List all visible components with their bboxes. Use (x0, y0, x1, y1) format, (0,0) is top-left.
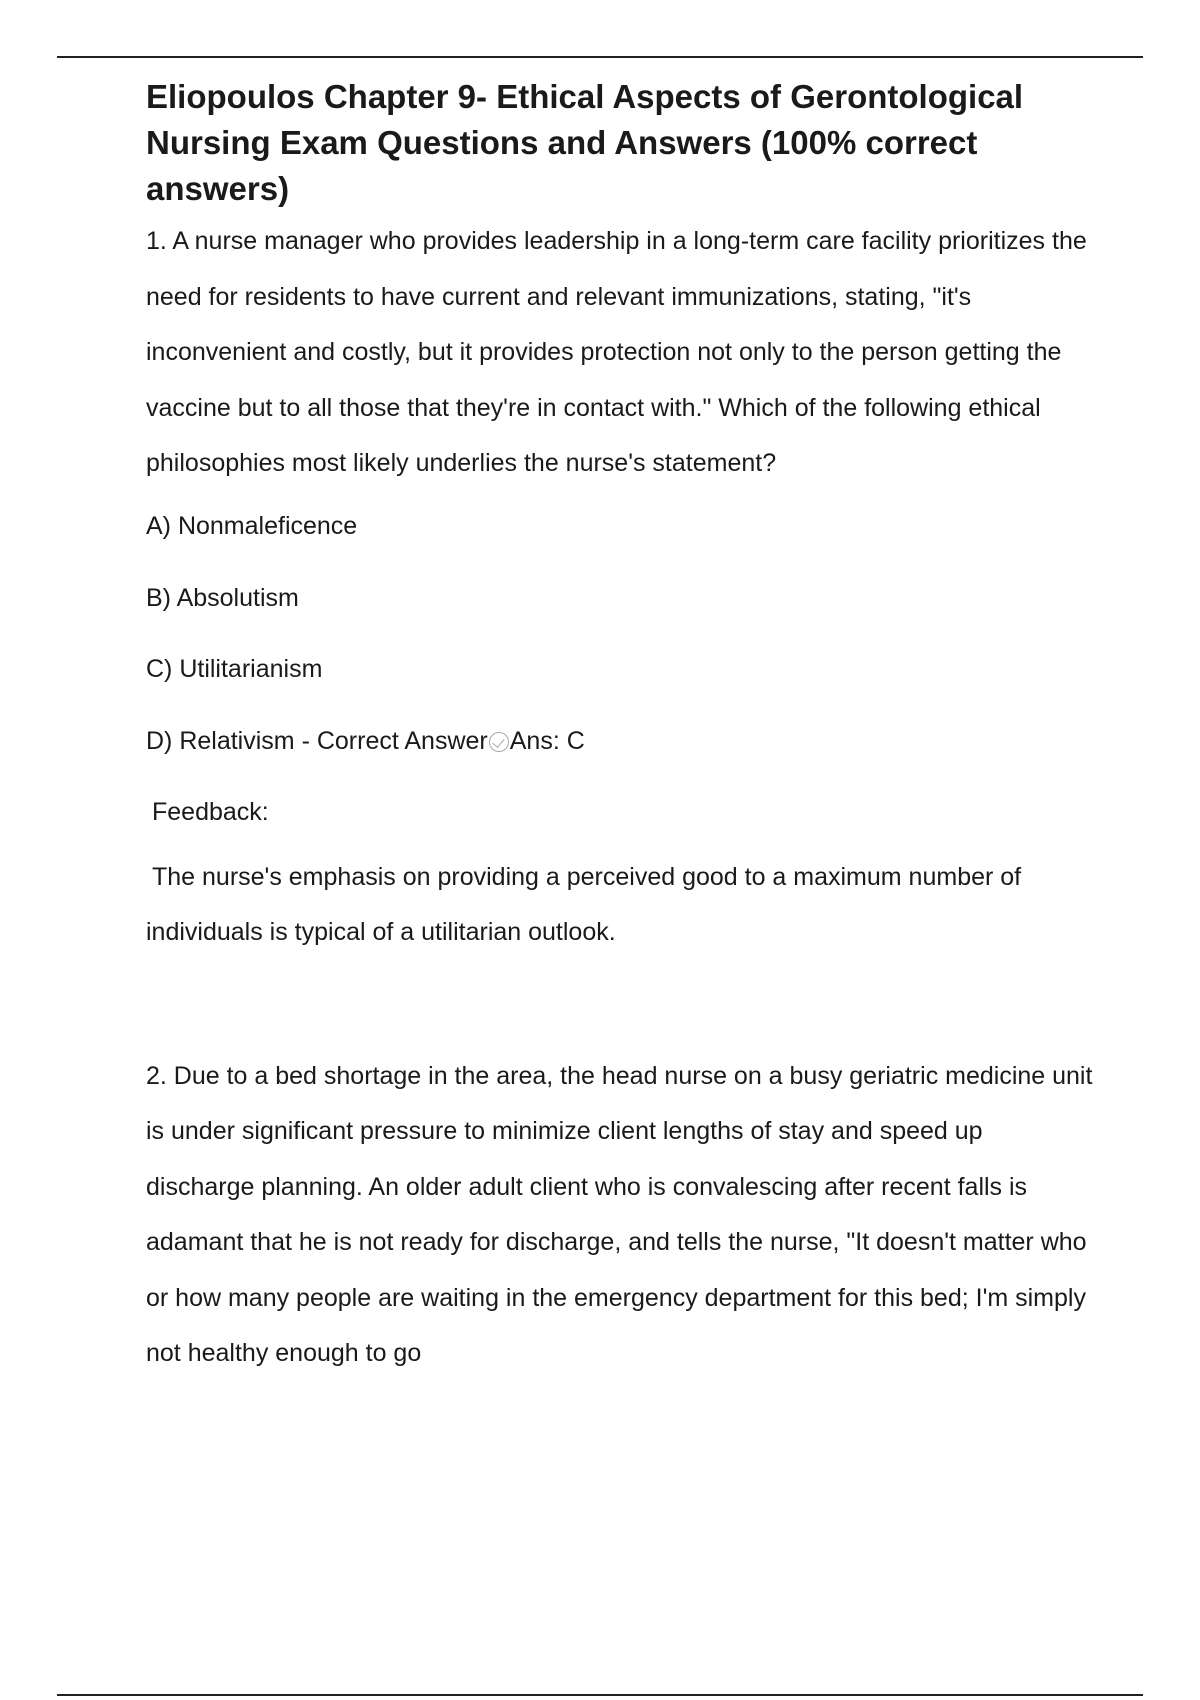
correct-answer: Ans: C (509, 726, 585, 755)
document-title: Eliopoulos Chapter 9- Ethical Aspects of Gerontological Nursing Exam Questions and Answers (100% correct answers) (146, 78, 1024, 207)
bottom-rule (57, 1694, 1143, 1696)
option-c: C) Utilitarianism (146, 654, 323, 683)
question-1 (146, 214, 1096, 961)
question-2-text: 2. Due to a bed shortage in the area, the head nurse on a busy geriatric medicine unit is under significant pressure to minimize client lengths of stay and speed up discharge planning. An older adult client who is convalescing after recent falls is adamant that he is not ready for discharge, and tells the nurse, "It doesn't matter who or how many people are waiting in the emergency department for this bed; I'm simply not healthy enough to go (146, 1061, 1093, 1367)
feedback-label: Feedback: (152, 797, 269, 826)
option-b: B) Absolutism (146, 583, 299, 612)
option-d-label: D) Relativism - Correct Answer (146, 726, 488, 755)
option-d-with-answer (146, 723, 1096, 759)
document-body (146, 74, 1096, 1382)
option-a: A) Nonmaleficence (146, 511, 358, 540)
question-1-text: 1. A nurse manager who provides leadership in a long-term care facility prioritizes the need for residents to have current and relevant immunizations, stating, "it's inconvenient and costly, but it provides protection not only to the person getting the vaccine but to all those that they're in contact with." Which of the following ethical philosophies most likely underlies the nurse's statement? (146, 227, 1087, 477)
feedback-text (146, 850, 1096, 961)
feedback-text-content: The nurse's emphasis on providing a perceived good to a maximum number of individuals is typical of a utilitarian outlook. (146, 862, 1022, 946)
question-2 (146, 1049, 1096, 1382)
top-rule (57, 56, 1143, 58)
check-circle-icon (489, 732, 509, 752)
